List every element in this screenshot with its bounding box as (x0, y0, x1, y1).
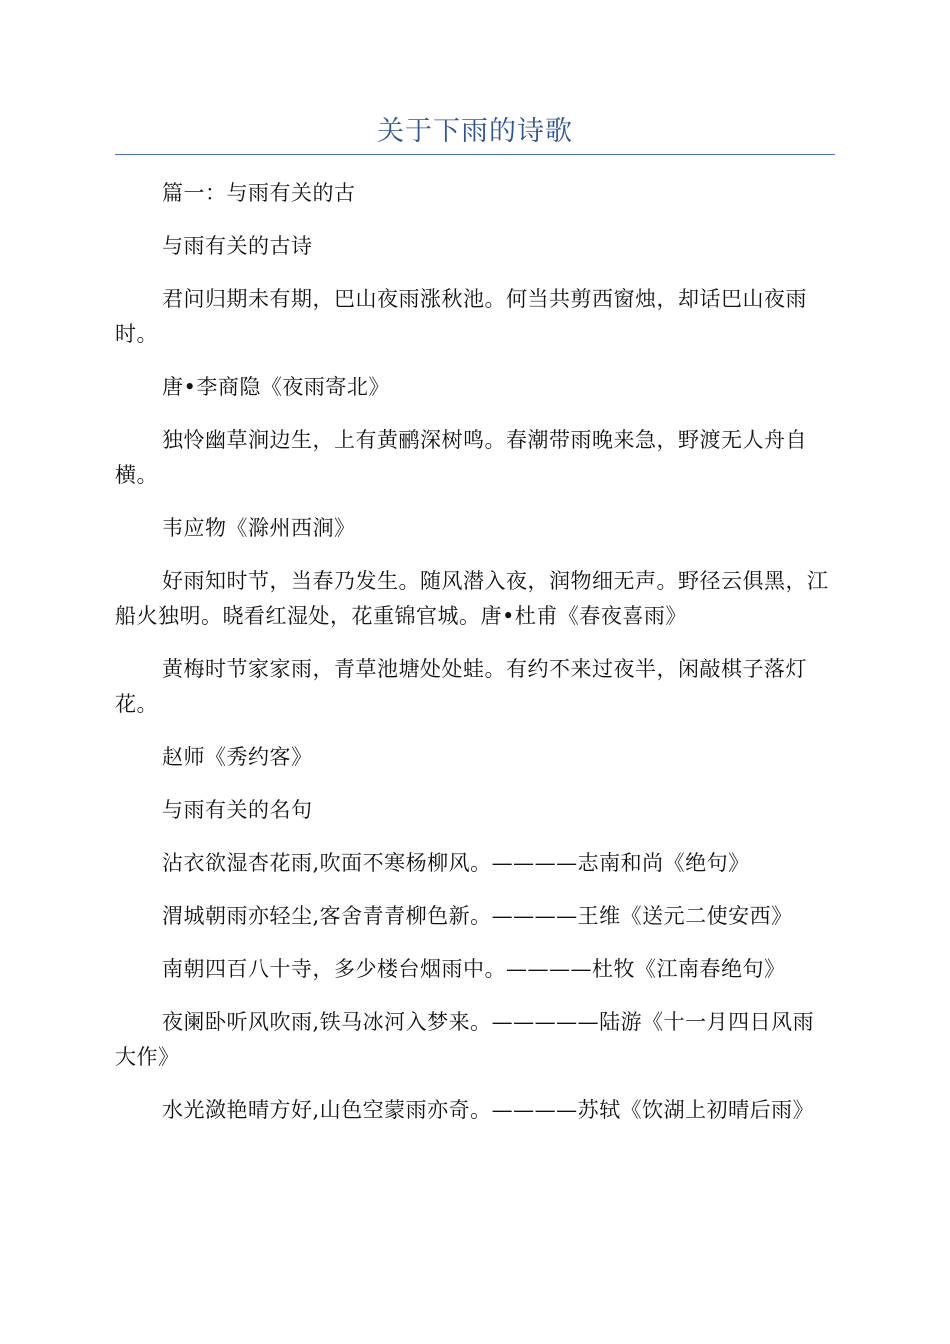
subheading: 与雨有关的名句 (162, 798, 313, 822)
famous-line: 水光潋艳晴方好,山色空蒙雨亦奇。————苏轼《饮湖上初晴后雨》 (162, 1098, 815, 1122)
poem-text: 好雨知时节，当春乃发生。随风潜入夜，润物细无声。野径云俱黑，江船火独明。晓看红湿处，花重锦官城。唐•杜甫《春夜喜雨》 (115, 569, 829, 628)
poem-attribution: 赵师《秀约客》 (162, 745, 313, 769)
poem-text: 黄梅时节家家雨，青草池塘处处蛙。有约不来过夜半，闲敲棋子落灯花。 (115, 657, 807, 716)
document-body (115, 176, 835, 1146)
title-divider (115, 154, 835, 155)
famous-line: 渭城朝雨亦轻尘,客舍青青柳色新。————王维《送元二使安西》 (162, 904, 793, 928)
poem-attribution: 唐•李商隐《夜雨寄北》 (162, 375, 390, 399)
poem-text: 君问归期未有期，巴山夜雨涨秋池。何当共剪西窗烛，却话巴山夜雨时。 (115, 287, 807, 346)
poem-text: 独怜幽草涧边生，上有黄鹂深树鸣。春潮带雨晚来急，野渡无人舟自横。 (115, 428, 807, 487)
famous-line: 沾衣欲湿杏花雨,吹面不寒杨柳风。————志南和尚《绝句》 (162, 851, 750, 875)
section-heading: 篇一：与雨有关的古 (162, 181, 356, 205)
famous-line: 夜阑卧听风吹雨,铁马冰河入梦来。—————陆游《十一月四日风雨大作》 (115, 1010, 815, 1069)
famous-line: 南朝四百八十寺，多少楼台烟雨中。————杜牧《江南春绝句》 (162, 957, 786, 981)
poem-attribution: 韦应物《滁州西涧》 (162, 516, 356, 540)
document-title: 关于下雨的诗歌 (377, 116, 573, 147)
subheading: 与雨有关的古诗 (162, 234, 313, 258)
